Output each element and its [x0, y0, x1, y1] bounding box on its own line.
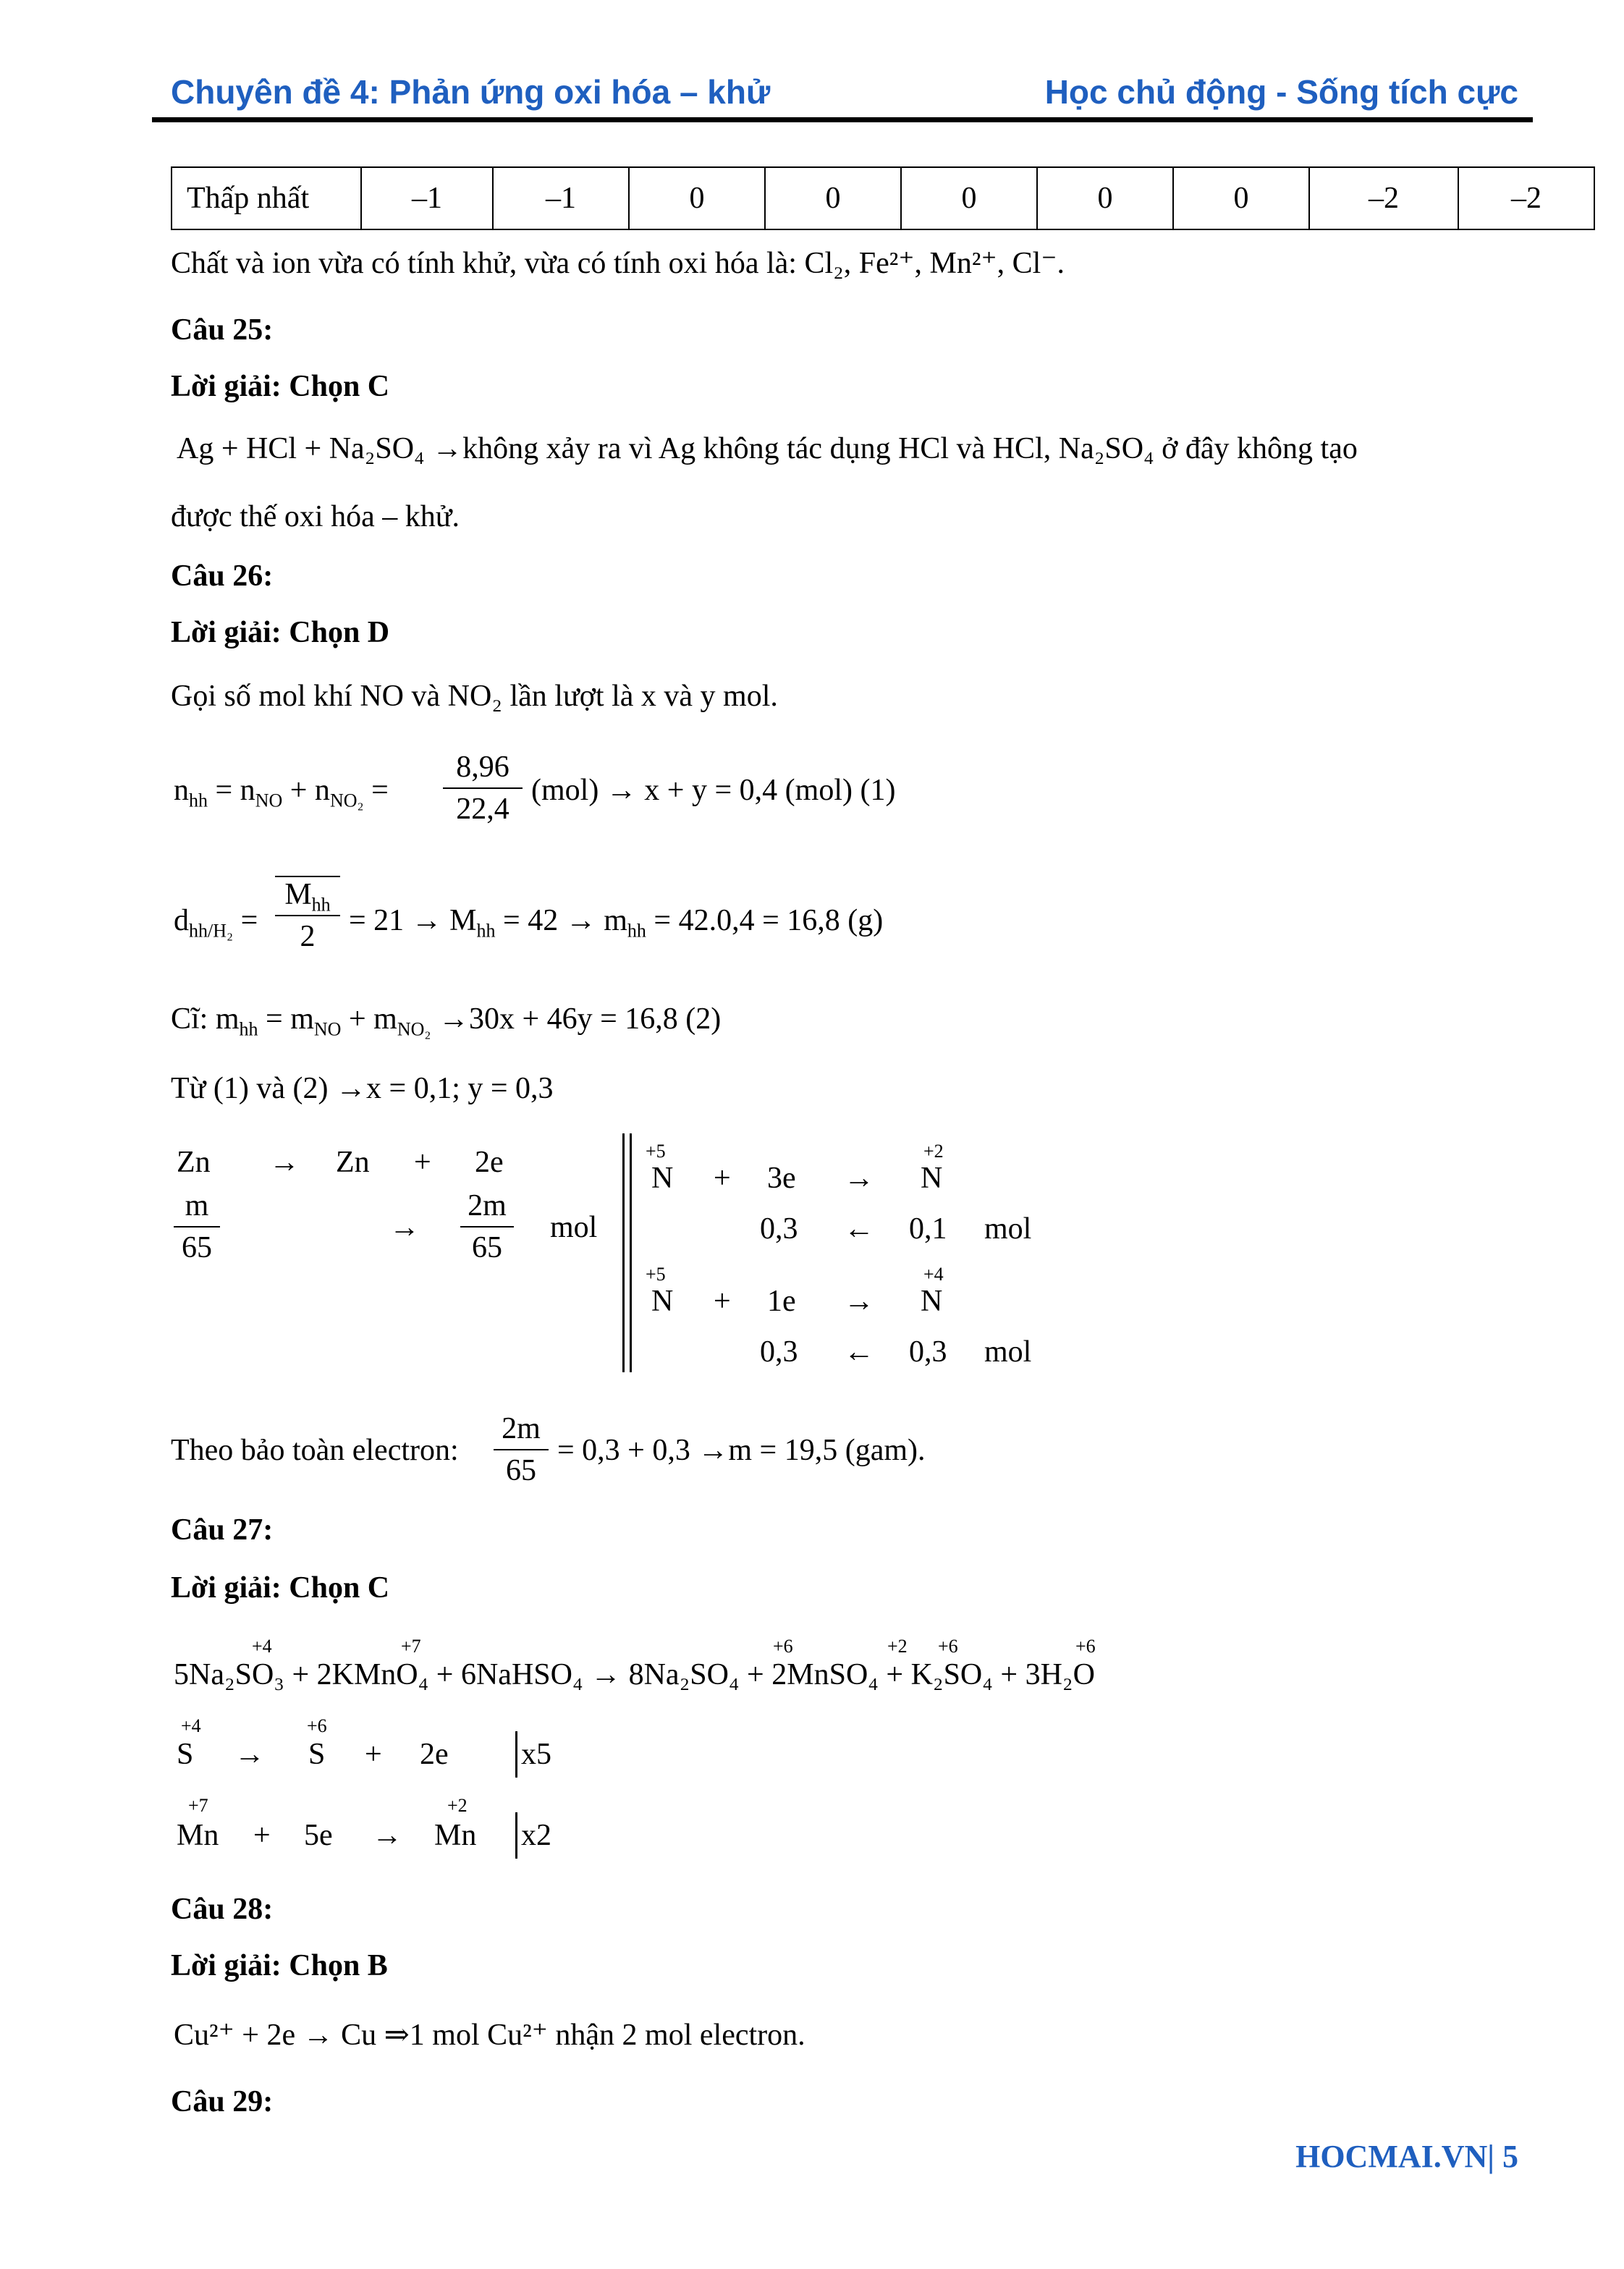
fraction-numerator: m	[185, 1189, 209, 1222]
explanation-line: Gọi số mol khí NO và NO₂ lần lượt là x và y mol.	[171, 680, 778, 713]
arrow: →	[269, 1146, 300, 1179]
oxidation-number: +7	[401, 1636, 421, 1657]
multiplier: x5	[521, 1738, 551, 1771]
oxidation-number: +4	[181, 1715, 201, 1736]
header-slogan: Học chủ động - Sống tích cực	[1044, 73, 1518, 111]
oxidation-number: +6	[938, 1636, 958, 1657]
oxidation-number: +7	[188, 1795, 208, 1816]
separator-bar	[630, 1133, 632, 1372]
fraction-numerator: 2m	[502, 1412, 541, 1445]
question-title: Câu 25:	[171, 313, 274, 347]
table-cell: 0	[629, 167, 765, 229]
plus: +	[714, 1285, 731, 1318]
oxidation-number: +5	[646, 1264, 666, 1285]
separator-bar	[515, 1812, 517, 1859]
plus: +	[714, 1162, 731, 1195]
conclusion-suffix: = 0,3 + 0,3 →m = 19,5 (gam).	[557, 1434, 926, 1467]
conclusion-text: Chất và ion vừa có tính khử, vừa có tính oxi hóa là: Cl₂, Fe²⁺, Mn²⁺, Cl⁻.	[171, 247, 1065, 280]
unit: mol	[984, 1335, 1032, 1369]
electrons: 2e	[420, 1738, 449, 1771]
equation-lhs: $n_{hh} = n_{NO} + n_{NO_2}$ =	[174, 774, 389, 811]
plus: +	[414, 1146, 431, 1179]
explanation-line: Ag + HCl + Na₂SO₄ →không xảy ra vì Ag không tác dụng HCl và HCl, Na₂SO₄ ở đây không tạo	[177, 432, 1358, 465]
table-cell: –1	[361, 167, 493, 229]
oxidation-number: +6	[773, 1636, 793, 1657]
unit: mol	[984, 1212, 1032, 1246]
question-title: Câu 29:	[171, 2085, 274, 2118]
question-title: Câu 28:	[171, 1893, 274, 1926]
equation-line: Cĩ: $m_{hh} = m_{NO} + m_{NO_2} \to 30x + 46y = 16,8$ (2)	[171, 1002, 722, 1040]
table-cell: 0	[765, 167, 901, 229]
mn-species: Mn	[177, 1819, 219, 1852]
fraction-numerator: 2m	[468, 1189, 507, 1222]
equation-lhs: $d_{hh/H_2}$ =	[174, 904, 258, 942]
mol-value: 0,3	[760, 1212, 798, 1246]
oxidation-number: +6	[1075, 1636, 1096, 1657]
reaction-equation: 5Na₂SO₃ + 2KMnO₄ + 6NaHSO₄ → 8Na₂SO₄ + 2MnSO₄ + K₂SO₄ + 3H₂O	[174, 1658, 1095, 1691]
fraction-numerator: $M_{hh}$	[275, 876, 340, 912]
plus: +	[365, 1738, 382, 1771]
answer-label: Lời giải: Chọn C	[171, 1571, 390, 1605]
answer-label: Lời giải: Chọn D	[171, 616, 390, 649]
table-cell: 0	[1173, 167, 1309, 229]
table-cell: –2	[1458, 167, 1594, 229]
zn-product: Zn	[336, 1146, 370, 1179]
answer-label: Lời giải: Chọn C	[171, 370, 390, 403]
page-footer: HOCMAI.VN| 5	[1295, 2139, 1518, 2174]
arrow: →	[234, 1738, 265, 1771]
answer-label: Lời giải: Chọn B	[171, 1949, 388, 1982]
fraction	[275, 876, 340, 954]
table-row-label: Thấp nhất	[172, 167, 361, 229]
oxidation-number: +5	[646, 1141, 666, 1162]
equation-rhs: = $21 \to M_{hh} = 42 \to m_{hh} = 42.0,4 = 16,8$ (g)	[349, 904, 884, 942]
question-title: Câu 27:	[171, 1513, 274, 1547]
plus: +	[253, 1819, 271, 1852]
mol-value: 0,1	[909, 1212, 947, 1246]
arrow: →	[844, 1285, 874, 1318]
arrow: ←	[844, 1335, 874, 1369]
oxidation-number: +2	[447, 1795, 468, 1816]
fraction-denominator: 65	[472, 1231, 502, 1264]
electrons: 5e	[304, 1819, 333, 1852]
n-species: N	[921, 1162, 943, 1195]
fraction-numerator: 8,96	[456, 751, 509, 784]
oxidation-number: +4	[923, 1264, 944, 1285]
fraction-denominator: 65	[506, 1454, 536, 1487]
fraction-denominator: 65	[182, 1231, 212, 1264]
table-row	[172, 167, 1594, 229]
equation-rhs: (mol) → x + y = 0,4 (mol) (1)	[531, 774, 896, 807]
separator-bar	[622, 1133, 625, 1372]
explanation-line: được thế oxi hóa – khử.	[171, 500, 460, 533]
multiplier: x2	[521, 1819, 551, 1852]
n-species: N	[921, 1285, 943, 1318]
mn-species: Mn	[434, 1819, 477, 1852]
s-species: S	[177, 1738, 194, 1771]
header-title: Chuyên đề 4: Phản ứng oxi hóa – khử	[171, 73, 771, 111]
oxidation-number: +2	[923, 1141, 944, 1162]
s-species: S	[308, 1738, 326, 1771]
oxidation-number: +2	[887, 1636, 908, 1657]
oxidation-number: +6	[307, 1715, 327, 1736]
zn-reactant: Zn	[177, 1146, 211, 1179]
arrow: →	[844, 1162, 874, 1195]
fraction	[174, 1188, 220, 1265]
electrons: 3e	[767, 1162, 796, 1195]
conclusion-prefix: Theo bảo toàn electron:	[171, 1434, 459, 1467]
fraction	[443, 750, 523, 827]
unit: mol	[550, 1211, 598, 1244]
oxidation-number: +4	[252, 1636, 272, 1657]
table-cell: 0	[901, 167, 1037, 229]
fraction	[494, 1411, 549, 1488]
electrons: 2e	[475, 1146, 504, 1179]
mol-value: 0,3	[909, 1335, 947, 1369]
table-cell: –2	[1309, 167, 1458, 229]
explanation-line: Cu²⁺ + 2e → Cu ⇒1 mol Cu²⁺ nhận 2 mol electron.	[174, 2019, 805, 2052]
question-title: Câu 26:	[171, 559, 274, 593]
mol-value: 0,3	[760, 1335, 798, 1369]
header-rule	[152, 117, 1533, 122]
fraction	[460, 1188, 514, 1265]
separator-bar	[515, 1731, 517, 1778]
electrons: 1e	[767, 1285, 796, 1318]
arrow: ←	[844, 1212, 874, 1246]
fraction-denominator: 2	[300, 920, 316, 953]
oxidation-table	[171, 166, 1595, 230]
table-cell: –1	[493, 167, 629, 229]
arrow: →	[389, 1211, 420, 1244]
n-species: N	[651, 1162, 674, 1195]
fraction-denominator: 22,4	[456, 793, 509, 826]
equation-line: Từ (1) và (2) →x = 0,1; y = 0,3	[171, 1072, 554, 1105]
table-cell: 0	[1037, 167, 1173, 229]
n-species: N	[651, 1285, 674, 1318]
arrow: →	[372, 1819, 402, 1852]
